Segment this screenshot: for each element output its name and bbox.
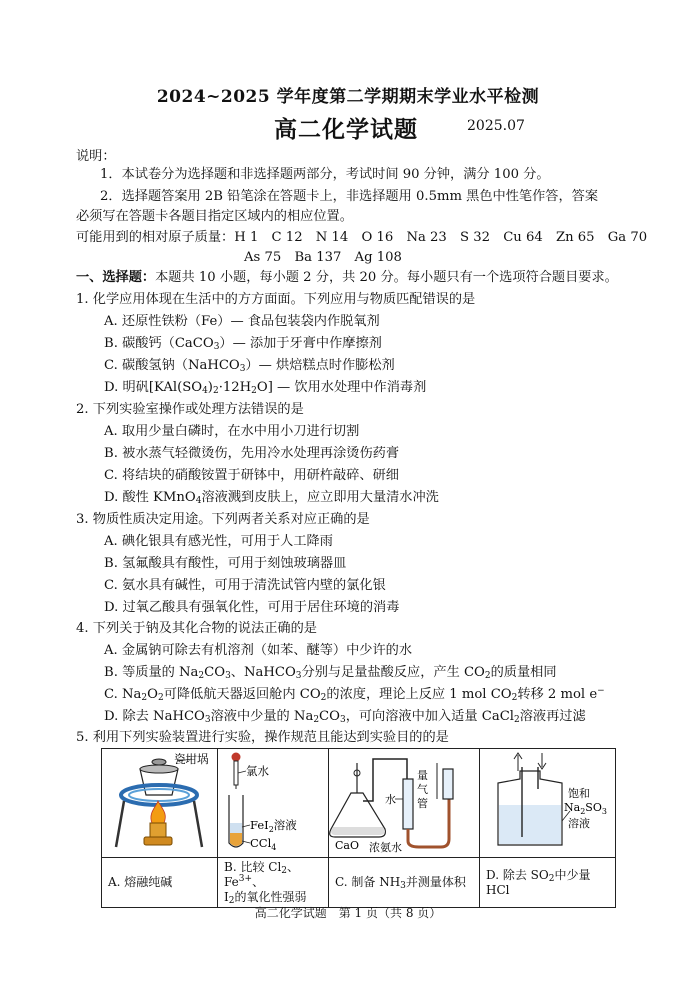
figure-d-cell — [480, 749, 616, 858]
figure-c-cell — [329, 749, 480, 858]
instructions-label: 说明： — [76, 149, 116, 164]
ammonia-label: 浓氨水 — [369, 841, 402, 853]
na2so3-label: $Na_2SO_3$ — [564, 801, 607, 816]
q1-option-a: A. 还原性铁粉（Fe）— 食品包装袋内作脱氧剂 — [104, 314, 380, 329]
water-label: 水 — [385, 793, 396, 806]
q4-option-b: B. 等质量的 $Na_2CO_3$、NaHCO$_3$分别与足量盐酸反应，产生 $CO_2$的质量相同 — [104, 665, 557, 681]
q5-stem: 5. 利用下列实验装置进行实验，操作规范且能达到实验目的的是 — [76, 730, 449, 745]
q2-option-c: C. 将结块的硝酸铵置于研钵中，用研杵敲碎、研细 — [104, 468, 399, 483]
q2-option-d: D. 酸性 KMnO$_4$溶液溅到皮肤上，应立即用大量清水冲洗 — [104, 490, 439, 506]
section-1-heading — [76, 269, 618, 287]
q5-caption-a: A. 熔融纯碱 — [102, 858, 218, 908]
section-1-desc: 本题共 10 小题，每小题 2 分，共 20 分。每小题只有一个选项符合题目要求。 — [155, 270, 618, 285]
cao-label: CaO — [335, 839, 359, 852]
instruction-1: 1．本试卷分为选择题和非选择题两部分，考试时间 90 分钟，满分 100 分。 — [100, 167, 550, 182]
section-1-title: 一、选择题： — [76, 270, 156, 285]
crucible-label: 瓷坩埚 — [174, 752, 209, 766]
q4-option-a: A. 金属钠可除去有机溶剂（如苯、醚等）中少许的水 — [104, 643, 413, 658]
q3-stem: 3. 物质性质决定用途。下列两者关系对应正确的是 — [76, 512, 370, 527]
figure-a-cell — [102, 749, 218, 858]
solution-label: 溶液 — [568, 817, 590, 830]
figure-a-crucible-heating — [102, 749, 217, 853]
fei2-label: FeI$_2$溶液 — [250, 818, 297, 834]
svg-text:管: 管 — [417, 797, 428, 810]
tripod-icon — [116, 801, 124, 847]
figure-d-wash-bottle — [480, 749, 615, 853]
q5-caption-c: C. 制备 $NH_3$并测量体积 — [329, 858, 480, 908]
q1-option-b: B. 碳酸钙（CaCO$_3$）— 添加于牙膏中作摩擦剂 — [104, 336, 382, 352]
q4-option-c: C. $Na_2O_2$可降低航天器返回舱内 $CO_2$的浓度，理论上反应 1 mol $CO_2$转移 2 mol e− — [104, 686, 605, 703]
atomic-masses-2: As 75 Ba 137 Ag 108 — [244, 250, 402, 265]
subject-title: 高二化学试题 — [274, 116, 418, 143]
exam-date: 2025.07 — [467, 118, 525, 134]
exam-title: 2024~2025 学年度第二学期期末学业水平检测 — [156, 87, 540, 107]
svg-text:气: 气 — [417, 783, 428, 796]
saturated-label: 饱和 — [568, 787, 590, 800]
q1-option-d: D. 明矾$[KAl(SO_4)_2\cdot 12H_2O]$ — 饮用水处理中作消毒剂 — [104, 380, 427, 396]
atomic-masses-1: 可能用到的相对原子质量：H 1 C 12 N 14 O 16 Na 23 S 32 Cu 64 Zn 65 Ga 70 — [76, 230, 648, 245]
q3-option-d: D. 过氧乙酸具有强氧化性，可用于居住环境的消毒 — [104, 600, 400, 615]
q1-stem: 1. 化学应用体现在生活中的方方面面。下列应用与物质匹配错误的是 — [76, 292, 476, 307]
figure-c-ammonia-setup — [329, 749, 479, 853]
q4-option-d: D. 除去 NaHCO$_3$溶液中少量的 $Na_2CO_3$，可向溶液中加入适量 CaCl$_2$溶液再过滤 — [104, 709, 586, 725]
q4-stem: 4. 下列关于钠及其化合物的说法正确的是 — [76, 621, 317, 636]
chlorine-water-label: 氯水 — [246, 764, 269, 778]
q1-option-c: C. 碳酸氢钠（NaHCO$_3$）— 烘焙糕点时作膨松剂 — [104, 358, 395, 374]
gas-burette-icon — [403, 779, 413, 829]
figure-b-test-tube — [218, 749, 328, 853]
page-footer: 高二化学试题 第 1 页（共 8 页） — [254, 906, 442, 920]
figure-b-cell — [218, 749, 329, 858]
svg-text:量: 量 — [417, 769, 428, 782]
q2-stem: 2. 下列实验室操作或处理方法错误的是 — [76, 402, 304, 417]
ccl4-label: CCl$_4$ — [250, 836, 277, 852]
instruction-2b: 必须写在答题卡各题目指定区域内的相应位置。 — [76, 209, 353, 224]
q5-caption-b: B. 比较 $Cl_2$、$Fe^{3+}$、 $I_2$的氧化性强弱 — [218, 858, 329, 908]
q2-option-a: A. 取用少量白磷时，在水中用小刀进行切割 — [104, 424, 360, 439]
q5-caption-d: D. 除去 $SO_2$中少量 HCl — [480, 858, 616, 908]
dropper-icon — [232, 753, 241, 762]
q2-option-b: B. 被水蒸气轻微烫伤，先用冷水处理再涂烫伤药膏 — [104, 446, 400, 461]
q5-apparatus-table — [101, 748, 616, 908]
q3-option-b: B. 氢氟酸具有酸性，可用于刻蚀玻璃器皿 — [104, 556, 347, 571]
instruction-2a: 2．选择题答案用 2B 铅笔涂在答题卡上，非选择题用 0.5mm 黑色中性笔作答，答案 — [100, 189, 599, 204]
q3-option-c: C. 氨水具有碱性，可用于清洗试管内壁的氯化银 — [104, 578, 386, 593]
q3-option-a: A. 碘化银具有感光性，可用于人工降雨 — [104, 534, 333, 549]
